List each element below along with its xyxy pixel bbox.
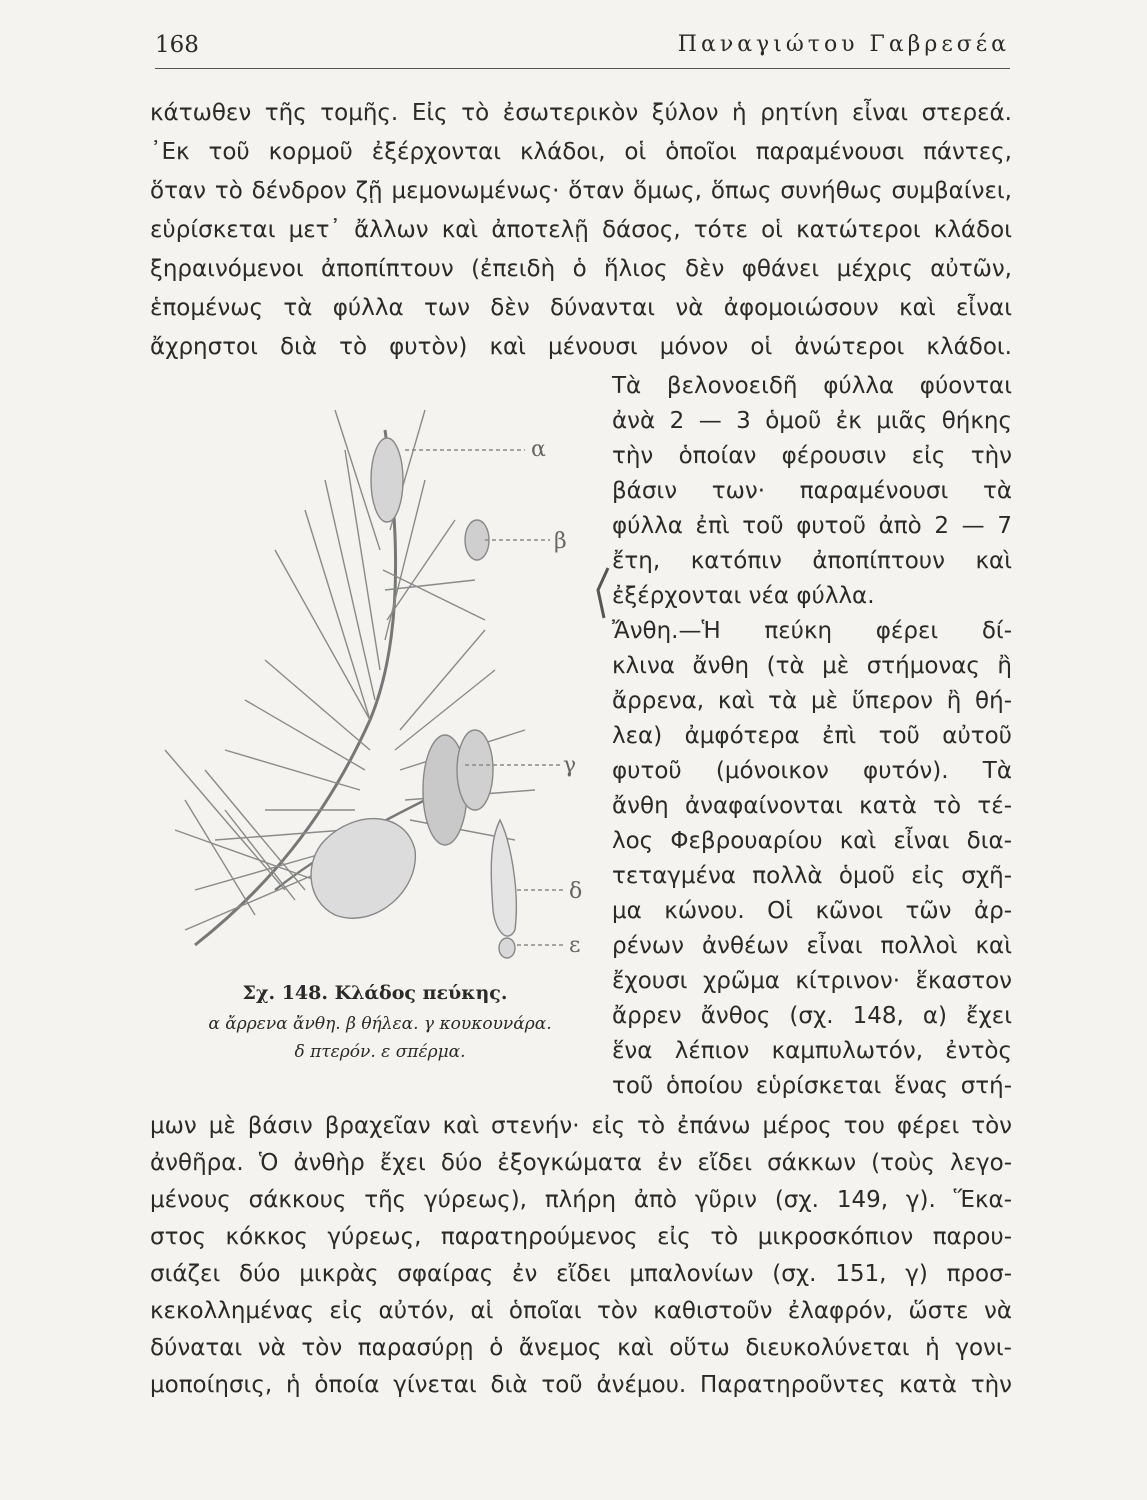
text-line: τὴν ὁποίαν φέρουσιν εἰς τὴν xyxy=(612,443,1012,469)
text-line: σιάζει δύο μικρὰς σφαίρας ἐν εἴδει μπαλονίων (σχ. 151, γ) προσ- xyxy=(150,1261,1012,1287)
text-line: ᾿Εκ τοῦ κορμοῦ ἐξέρχονται κλάδοι, οἱ ὁποῖοι παραμένουσι πάντες, xyxy=(150,139,1012,165)
page-number: 168 xyxy=(155,32,199,58)
text-line: κάτωθεν τῆς τομῆς. Εἰς τὸ ἐσωτερικὸν ξύλον ἡ ρητίνη εἶναι στερεά. xyxy=(150,100,1012,126)
text-line: κεκολλημένας εἰς αὐτόν, αἱ ὁποῖαι τὸν καθιστοῦν ἐλαφρόν, ὥστε νὰ xyxy=(150,1298,1012,1324)
text-line: ἔχουσι χρῶμα κίτρινον· ἕκαστον xyxy=(612,968,1012,994)
text-line: ἔτη, κατόπιν ἀποπίπτουν καὶ xyxy=(612,548,1012,574)
label-delta: δ xyxy=(569,879,583,904)
text-line: τοῦ ὁποίου εὑρίσκεται ἕνας στή- xyxy=(612,1073,1012,1099)
text-line: στος κόκκος γύρεως, παρατηρούμενος εἰς τὸ μικροσκόπιον παρου- xyxy=(150,1224,1012,1250)
text-line: ἀνθῆρα. Ὁ ἀνθὴρ ἔχει δύο ἐξογκώματα ἐν εἴδει σάκκων (τοὺς λεγο- xyxy=(150,1150,1012,1176)
text-line: ρένων ἀνθέων εἶναι πολλοὶ καὶ xyxy=(612,933,1012,959)
text-line: μων μὲ βάσιν βραχεῖαν καὶ στενήν· εἰς τὸ ἐπάνω μέρος του φέρει τὸν xyxy=(150,1113,1012,1139)
label-beta: β xyxy=(554,529,567,554)
pine-branch-drawing xyxy=(165,410,565,958)
text-line: εὑρίσκεται μετ᾿ ἄλλων καὶ ἀποτελῇ δάσος, τότε οἱ κατώτεροι κλάδοι xyxy=(150,217,1012,243)
text-line: ὅταν τὸ δένδρον ζῇ μεμονωμένως· ὅταν ὅμως, ὅπως συνήθως συμβαίνει, xyxy=(150,178,1012,204)
text-line: φυτοῦ (μόνοικον φυτόν). Τὰ xyxy=(612,758,1012,784)
text-line: ἐξέρχονται νέα φύλλα. xyxy=(612,583,875,609)
text-line: ξηραινόμενοι ἀποπίπτουν (ἐπειδὴ ὁ ἥλιος δὲν φθάνει μέχρις αὐτῶν, xyxy=(150,256,1012,282)
text-line: δύναται νὰ τὸν παρασύρῃ ὁ ἄνεμος καὶ οὕτω διευκολύνεται ἡ γονι- xyxy=(150,1335,1012,1361)
text-line: μένους σάκκους τῆς γύρεως), πλήρη ἀπὸ γῦριν (σχ. 149, γ). Ἕκα- xyxy=(150,1187,1012,1213)
text-line: ἀνὰ 2 — 3 ὁμοῦ ἐκ μιᾶς θήκης xyxy=(612,408,1012,434)
text-line: ἕνα λέπιον καμπυλωτόν, ἐντὸς xyxy=(612,1038,1012,1064)
text-line: βάσιν των· παραμένουσι τὰ xyxy=(612,478,1012,504)
label-alpha: α xyxy=(531,437,546,462)
text-line: μα κώνου. Οἱ κῶνοι τῶν ἀρ- xyxy=(612,898,1012,924)
figure-caption-line: δ πτερόν. ε σπέρμα. xyxy=(294,1042,466,1062)
text-line: ἑπομένως τὰ φύλλα των δὲν δύνανται νὰ ἀφομοιώσουν καὶ εἶναι xyxy=(150,295,1012,321)
text-line: τεταγμένα πολλὰ ὁμοῦ εἰς σχῆ- xyxy=(612,863,1012,889)
text-line: κλινα ἄνθη (τὰ μὲ στήμονας ἢ xyxy=(612,653,1012,679)
text-line: μοποίησις, ἡ ὁποία γίνεται διὰ τοῦ ἀνέμου. Παρατηροῦντες κατὰ τὴν xyxy=(150,1372,1012,1398)
text-line: ἄρρεν ἄνθος (σχ. 148, α) ἔχει xyxy=(612,1003,1012,1029)
text-line: ἄρρενα, καὶ τὰ μὲ ὕπερον ἢ θή- xyxy=(612,688,1012,714)
figure-caption-line: α ἄρρενα ἄνθη. β θήλεα. γ κουκουνάρα. xyxy=(208,1014,552,1034)
text-line: φύλλα ἐπὶ τοῦ φυτοῦ ἀπὸ 2 — 7 xyxy=(612,513,1012,539)
label-gamma: γ xyxy=(563,753,577,778)
label-epsilon: ε xyxy=(569,933,581,958)
running-title: Παναγιώτου Γαβρεσέα xyxy=(677,32,1010,57)
text-line: ἄχρηστοι διὰ τὸ φυτὸν) καὶ μένουσι μόνον οἱ ἀνώτεροι κλάδοι. xyxy=(150,334,1012,360)
figure-caption-title: Σχ. 148. Κλάδος πεύκης. xyxy=(242,982,508,1004)
pine-branch-illustration xyxy=(155,370,605,980)
text-line: Τὰ βελονοειδῆ φύλλα φύονται xyxy=(612,373,1012,399)
text-line: λεα) ἀμφότερα ἐπὶ τοῦ αὐτοῦ xyxy=(612,723,1012,749)
page-header xyxy=(155,32,1010,68)
header-rule xyxy=(155,68,1010,69)
text-line: λος Φεβρουαρίου καὶ εἶναι δια- xyxy=(612,828,1012,854)
text-line: Ἄνθη.—Ἡ πεύκη φέρει δί- xyxy=(612,618,1012,644)
text-line: ἄνθη ἀναφαίνονται κατὰ τὸ τέ- xyxy=(612,793,1012,819)
